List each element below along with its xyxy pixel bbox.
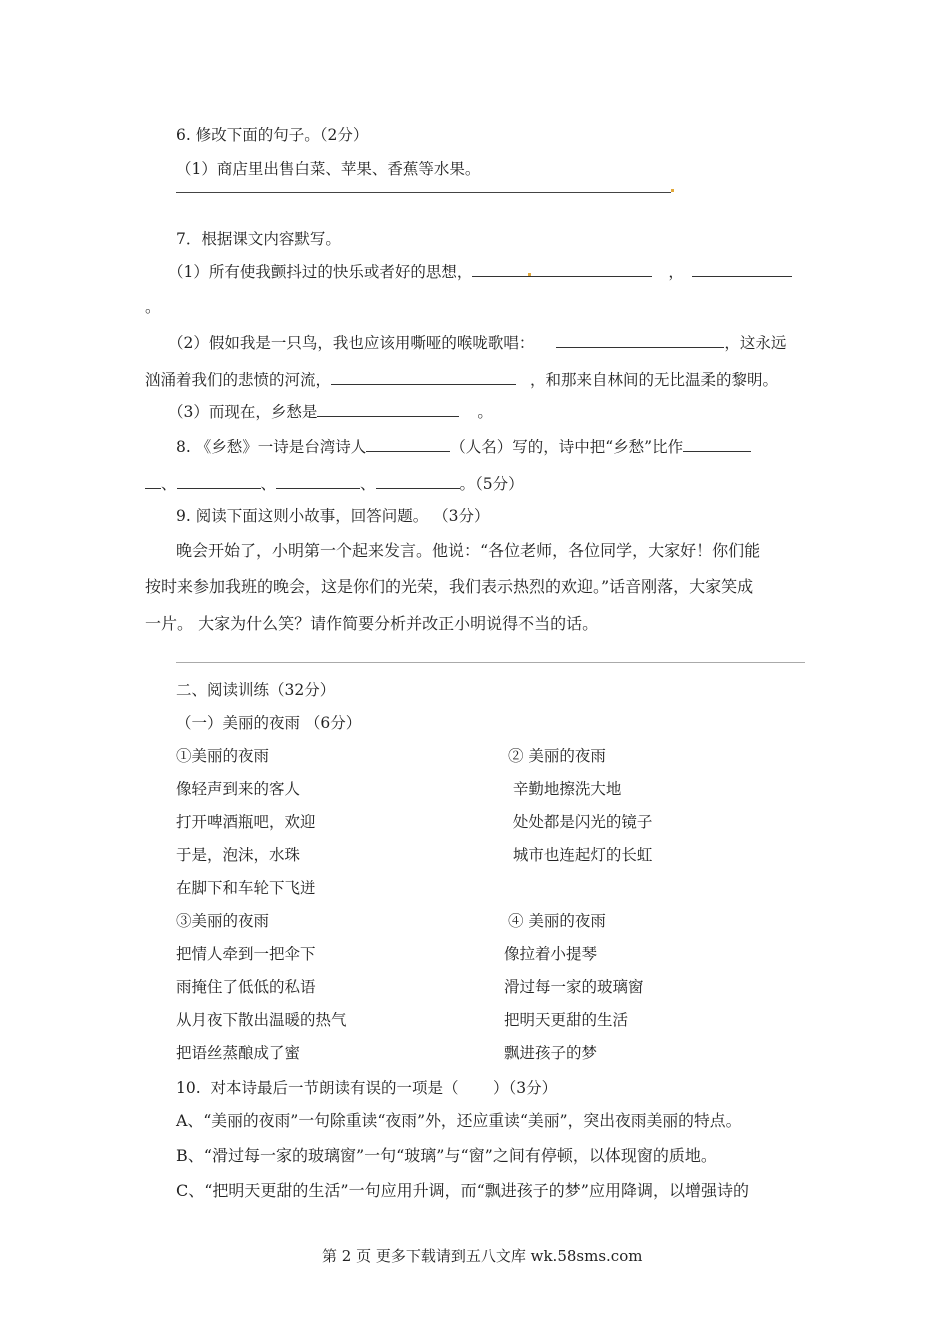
q7-blank-3[interactable] [556,331,724,348]
q7-part2-line2 [145,368,778,391]
poem-s3-line: 雨掩住了低低的私语 [176,978,316,996]
poem-s3-line: 从月夜下散出温暖的热气 [176,1011,347,1029]
poem-s2-line: 城市也连起灯的长虹 [508,846,653,864]
q7-part2-text-a: （2）假如我是一只鸟，我也应该用嘶哑的喉咙歌唱： [168,334,535,352]
q7-blank-5[interactable] [317,400,459,417]
q8-blank-2[interactable] [177,472,261,489]
q9-title: 9. 阅读下面这则小故事，回答问题。 （3分） [176,507,490,525]
q10-option-a: A、“美丽的夜雨”一句除重读“夜雨”外，还应重读“美丽”，突出夜雨美丽的特点。 [176,1111,742,1130]
poem-s2-line: ② 美丽的夜雨 [508,747,606,765]
section2-title: 二、阅读训练（32分） [176,681,336,699]
q9-story-line3: 一片。 大家为什么笑？请作简要分析并改正小明说得不当的话。 [145,614,599,633]
q7-part1 [168,260,792,283]
section2-subtitle: （一）美丽的夜雨 （6分） [176,714,362,732]
q8-sep-1: 、 [161,475,177,493]
q8-sep-3: 、 [360,475,376,493]
q8-text-a: 8. 《乡愁》一诗是台湾诗人 [176,438,367,456]
q10-option-c: C、“把明天更甜的生活”一句应用升调，而“飘进孩子的梦”应用降调，以增强诗的 [176,1181,749,1200]
poem-s1-line: ①美丽的夜雨 [176,747,270,765]
q8-sep-2: 、 [260,475,277,493]
poem-s3-line: ③美丽的夜雨 [176,912,270,930]
q8-blank-1a[interactable] [683,435,751,452]
q7-part2-text-c: 汹涌着我们的悲愤的河流， [145,371,332,389]
q7-part2-line1 [168,331,786,354]
q7-part2-text-b: ，这永远 [724,334,787,352]
q7-part1-end: 。 [145,298,161,316]
q8-blank-1b[interactable] [145,472,161,489]
q6-sentence: （1）商店里出售白菜、苹果、香蕉等水果。 [176,160,481,178]
q7-part3-text: （3）而现在，乡愁是 [168,403,318,421]
q8-text-b: （人名）写的，诗中把“乡愁”比作 [450,438,684,456]
poem-s3-line: 把语丝蒸酿成了蜜 [176,1044,301,1062]
marker-dot [671,189,674,192]
q9-story-line2: 按时来参加我班的晚会，这是你们的光荣，我们表示热烈的欢迎。”话音刚落，大家笑成 [145,577,754,596]
q8-line2 [145,472,524,495]
poem-s4-line: 把明天更甜的生活 [504,1011,629,1029]
q7-blank-2[interactable] [692,260,792,277]
poem-s1-line: 在脚下和车轮下飞迸 [176,879,316,897]
poem-s4-line: 像拉着小提琴 [504,945,598,963]
poem-s1-line: 于是，泡沫，水珠 [176,846,301,864]
q7-blank-4[interactable] [331,368,516,385]
q8-end: 。（5分） [459,475,524,493]
page-footer: 第 2 页 更多下载请到五八文库 wk.58sms.com [322,1247,643,1265]
q9-answer-line[interactable] [176,662,805,663]
q8-blank-poet[interactable] [366,435,450,452]
marker-dot-2 [528,273,531,276]
q8-blank-3[interactable] [276,472,360,489]
q7-blank-1[interactable] [472,260,652,277]
q7-title: 7．根据课文内容默写。 [176,230,341,248]
q6-title: 6. 修改下面的句子。（2分） [176,126,369,144]
poem-s4-line: ④ 美丽的夜雨 [508,912,606,930]
q7-part1-text: （1）所有使我颤抖过的快乐或者好的思想， [168,263,473,281]
q10-option-b: B、“滑过每一家的玻璃窗”一句“玻璃”与“窗”之间有停顿，以体现窗的质地。 [176,1146,717,1165]
q7-part1-comma: ， [668,263,684,281]
q9-story-line1: 晚会开始了，小明第一个起来发言。他说：“各位老师，各位同学，大家好！你们能 [176,541,761,560]
poem-s4-line: 飘进孩子的梦 [504,1044,598,1062]
q6-answer-line[interactable] [176,192,671,193]
q7-part3 [168,400,493,423]
poem-s1-line: 打开啤酒瓶吧，欢迎 [176,813,316,831]
poem-s2-line: 辛勤地擦洗大地 [508,780,622,798]
poem-s2-line: 处处都是闪光的镜子 [508,813,653,831]
poem-s3-line: 把情人牵到一把伞下 [176,945,316,963]
q7-part2-text-d: ，和那来自林间的无比温柔的黎明。 [530,371,779,389]
poem-s4-line: 滑过每一家的玻璃窗 [504,978,644,996]
poem-s1-line: 像轻声到来的客人 [176,780,301,798]
q7-part3-end: 。 [477,403,493,421]
q10-title: 10. 对本诗最后一节朗读有误的一项是（ ）（3分） [176,1079,558,1097]
q8-blank-4[interactable] [376,472,460,489]
q8-line1 [176,435,751,458]
